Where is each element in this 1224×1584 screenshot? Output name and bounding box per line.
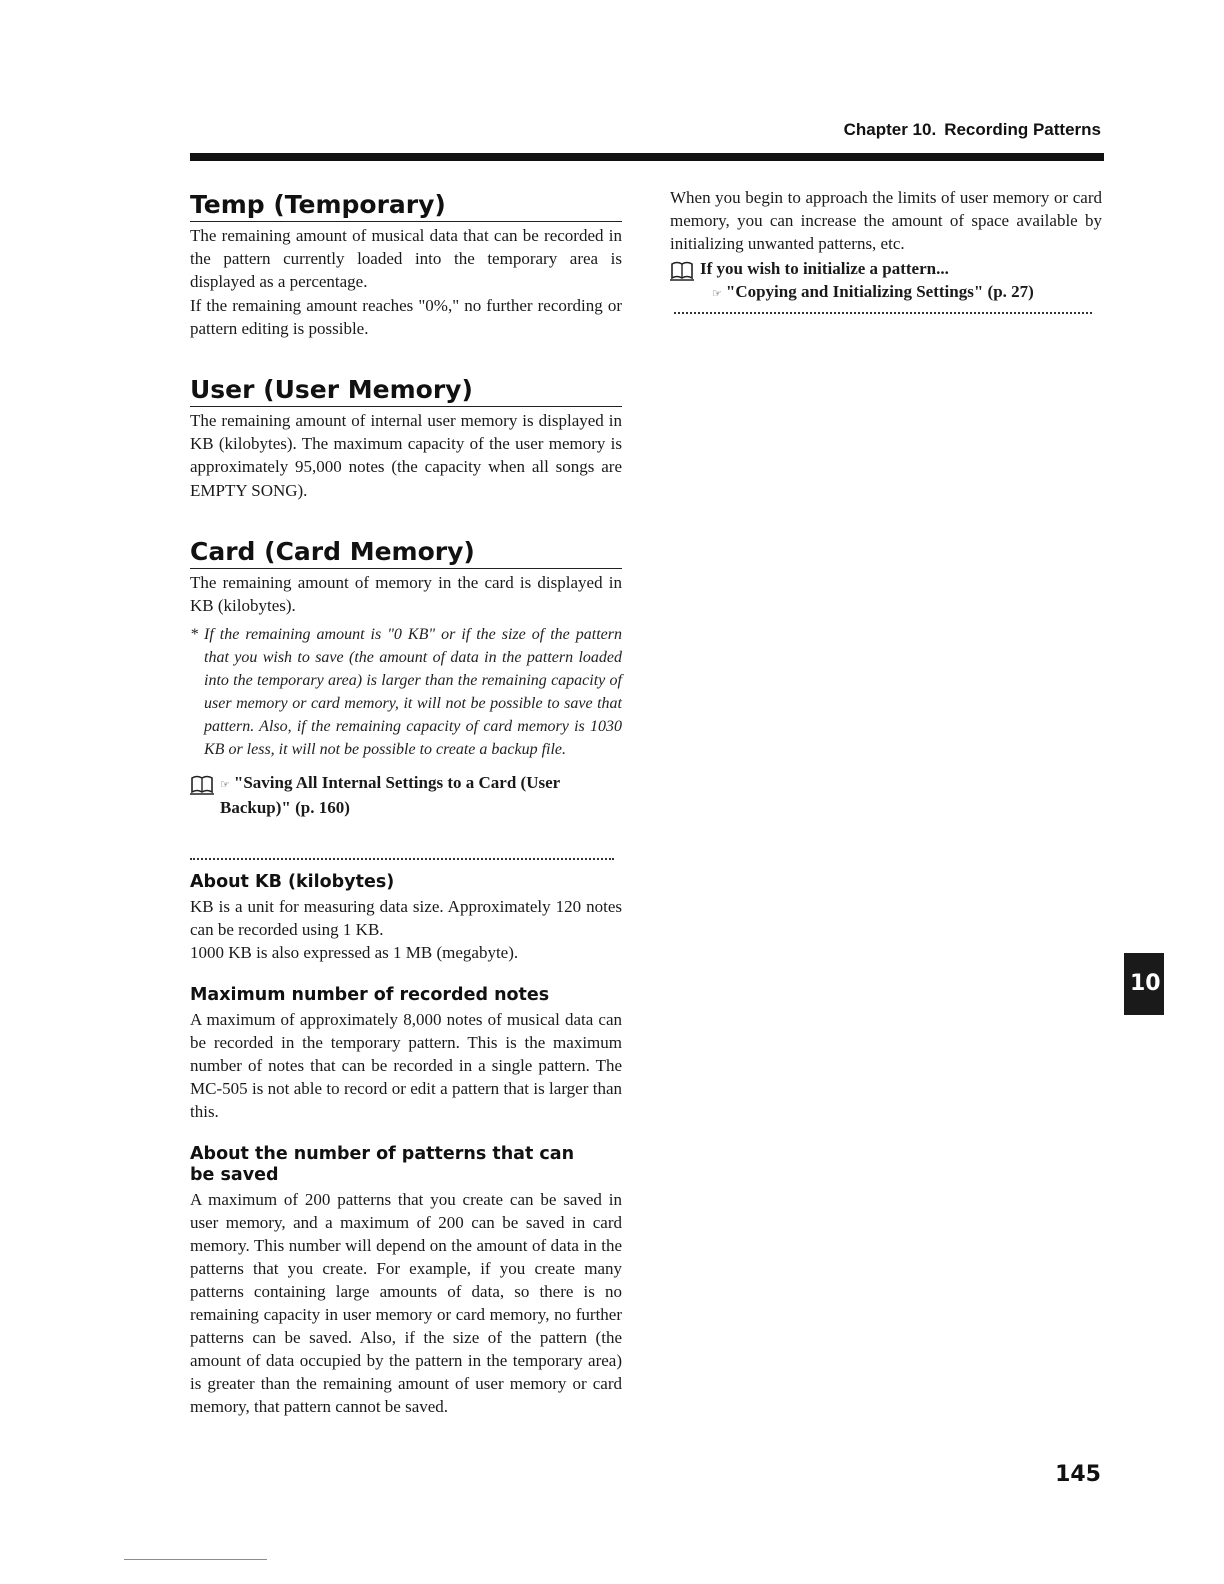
about-kb-paragraph-1: KB is a unit for measuring data size. Approximately 120 notes can be recorded using 1 KB. (190, 897, 622, 939)
initialize-reference-title: If you wish to initialize a pattern... (700, 259, 949, 278)
temp-paragraph-1: The remaining amount of musical data that can be recorded in the pattern currently loaded into the temporary area is displayed as a percentage. (190, 226, 622, 292)
max-notes-paragraph: A maximum of approximately 8,000 notes of musical data can be recorded in the temporary pattern. This is the maximum number of notes that can be recorded in a single pattern. The MC-505 is not able to record or edit a pattern that is larger than this. (190, 1010, 622, 1121)
chapter-number: Chapter 10. (843, 120, 937, 139)
section-title-user: User (User Memory) (190, 375, 622, 407)
page-number: 145 (1055, 1462, 1101, 1487)
chapter-tab: 10 (1124, 953, 1164, 1015)
card-note: * If the remaining amount is "0 KB" or if the size of the pattern that you wish to save (the amount of data in the pattern loaded into the temporary area) is larger than the remaining capacity of user memory or card memory, it will not be possible to save that pattern. Also, if the remaining capacity of card memory is 1030 KB or less, it will not be possible to create a backup file. (190, 626, 622, 759)
section-title-temp: Temp (Temporary) (190, 190, 622, 222)
user-paragraph-1: The remaining amount of internal user memory is displayed in KB (kilobytes). The maximum capacity of the user memory is approximately 95,000 notes (the capacity when all songs are EMPTY SONG). (190, 411, 622, 500)
section-num-patterns (190, 1144, 622, 1418)
card-reference-text: "Saving All Internal Settings to a Card (User Backup)" (p. 160) (220, 773, 560, 818)
temp-paragraph-2: If the remaining amount reaches "0%," no further recording or pattern editing is possible. (190, 295, 622, 338)
right-column (670, 186, 1102, 305)
section-title-card: Card (Card Memory) (190, 537, 622, 569)
about-kb-title: About KB (kilobytes) (190, 872, 395, 892)
section-max-notes (190, 985, 622, 1123)
card-paragraph-1: The remaining amount of memory in the card is displayed in KB (kilobytes). (190, 573, 622, 616)
section-temp (190, 190, 622, 340)
dotted-divider (190, 858, 614, 860)
initialize-reference[interactable] (670, 257, 1102, 305)
initialize-reference-text: "Copying and Initializing Settings" (p. 27) (725, 282, 1034, 301)
max-notes-title: Maximum number of recorded notes (190, 985, 550, 1005)
card-reference[interactable] (190, 771, 622, 819)
num-patterns-paragraph: A maximum of 200 patterns that you create can be saved in user memory, and a maximum of 200 can be saved in card memory. This number will depend on the amount of data in the patterns that you create. For example, if you create many patterns containing large amounts of data, so there is no remaining capacity in user memory or card memory, no further patterns can be saved. Also, if the size of the pattern (the amount of data occupied by the pattern in the temporary area) is greater than the remaining amount of user memory or card memory, that pattern cannot be saved. (190, 1190, 622, 1416)
footer-line (124, 1559, 267, 1560)
section-about-kb (190, 872, 622, 964)
section-card (190, 537, 622, 819)
chapter-header (844, 120, 1101, 140)
header-rule (190, 153, 1104, 161)
about-kb-paragraph-2: 1000 KB is also expressed as 1 MB (megabyte). (190, 943, 519, 962)
book-icon (670, 257, 700, 288)
right-paragraph-1: When you begin to approach the limits of user memory or card memory, you can increase the amount of space available by initializing unwanted patterns, etc. (670, 188, 1102, 253)
pointing-hand-icon: ☞ (220, 778, 230, 792)
dotted-divider-right (674, 312, 1092, 314)
pointing-hand-icon: ☞ (712, 287, 722, 300)
chapter-title: Recording Patterns (944, 120, 1101, 139)
num-patterns-title: About the number of patterns that can be saved (190, 1144, 575, 1185)
section-user (190, 375, 622, 502)
book-icon (190, 771, 220, 802)
